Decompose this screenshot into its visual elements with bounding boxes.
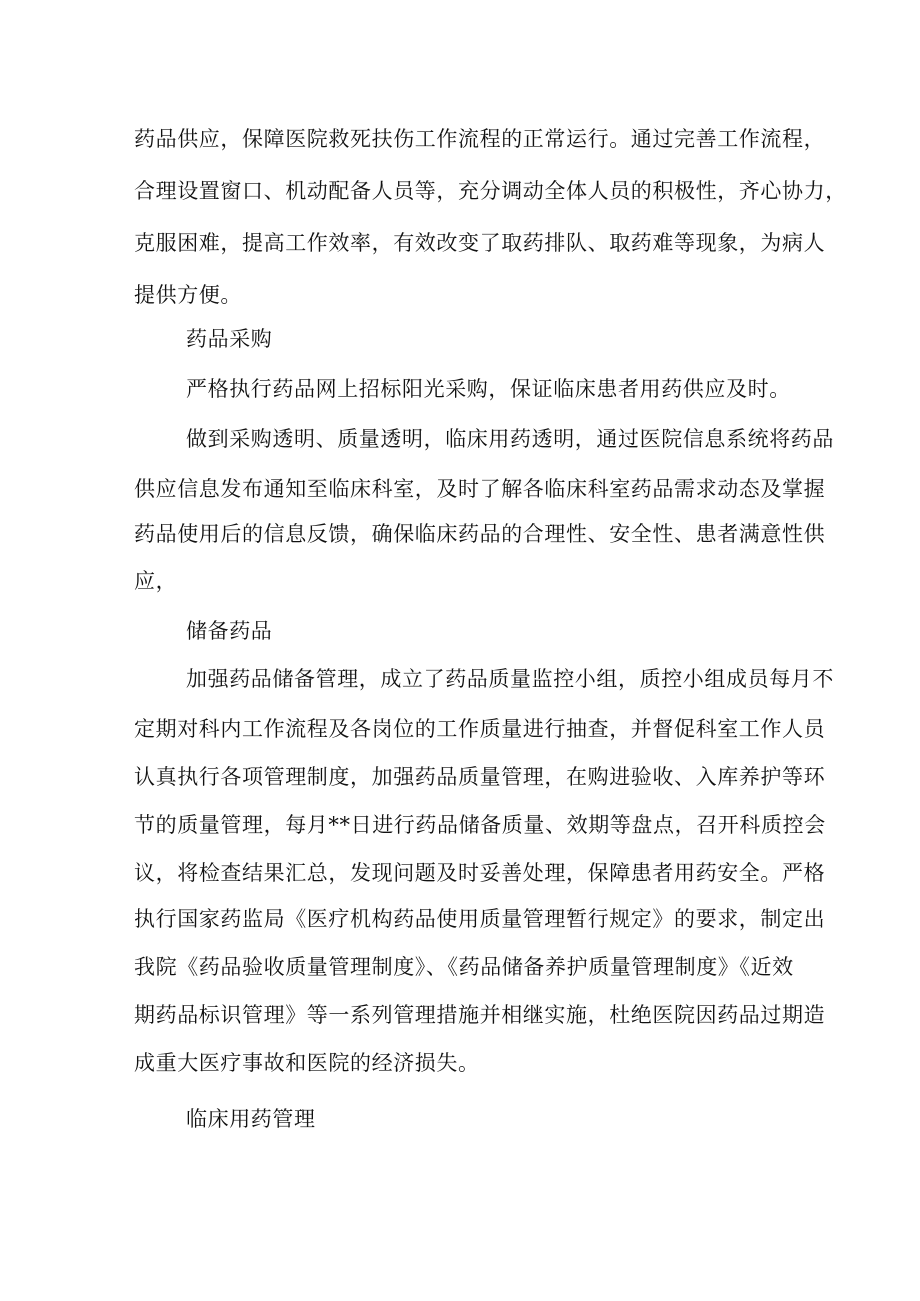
- paragraph-line: 期药品标识管理》等一系列管理措施并相继实施，杜绝医院因药品过期造: [134, 1003, 826, 1027]
- paragraph-line: 药品供应，保障医院救死扶伤工作流程的正常运行。通过完善工作流程，: [134, 127, 826, 151]
- paragraph-line: 认真执行各项管理制度，加强药品质量管理，在购进验收、入库养护等环: [134, 765, 826, 789]
- section-heading-clinical: 临床用药管理: [186, 1107, 316, 1131]
- paragraph-line: 成重大医疗事故和医院的经济损失。: [134, 1051, 480, 1075]
- paragraph-line: 克服困难，提高工作效率，有效改变了取药排队、取药难等现象，为病人: [134, 231, 826, 255]
- paragraph-line: 定期对科内工作流程及各岗位的工作质量进行抽查，并督促科室工作人员: [134, 717, 826, 741]
- paragraph-line: 严格执行药品网上招标阳光采购，保证临床患者用药供应及时。: [186, 377, 791, 401]
- paragraph-line: 药品使用后的信息反馈，确保临床药品的合理性、安全性、患者满意性供: [134, 522, 826, 546]
- paragraph-line: 做到采购透明、质量透明，临床用药透明，通过医院信息系统将药品: [186, 427, 834, 451]
- paragraph-line: 加强药品储备管理，成立了药品质量监控小组，质控小组成员每月不: [186, 667, 834, 691]
- paragraph-line: 议，将检查结果汇总，发现问题及时妥善处理，保障患者用药安全。严格: [134, 861, 826, 885]
- paragraph-line: 应，: [134, 569, 178, 593]
- paragraph-line: 执行国家药监局《医疗机构药品使用质量管理暂行规定》的要求，制定出: [134, 907, 826, 931]
- paragraph-line: 我院《药品验收质量管理制度》、《药品储备养护质量管理制度》《近效: [134, 955, 794, 979]
- paragraph-line: 合理设置窗口、机动配备人员等，充分调动全体人员的积极性，齐心协力，: [134, 179, 847, 203]
- paragraph-line: 节的质量管理，每月**日进行药品储备质量、效期等盘点，召开科质控会: [134, 813, 826, 837]
- paragraph-line: 提供方便。: [134, 283, 242, 307]
- section-heading-storage: 储备药品: [186, 619, 273, 643]
- paragraph-line: 供应信息发布通知至临床科室，及时了解各临床科室药品需求动态及掌握: [134, 477, 826, 501]
- section-heading-purchase: 药品采购: [186, 327, 273, 351]
